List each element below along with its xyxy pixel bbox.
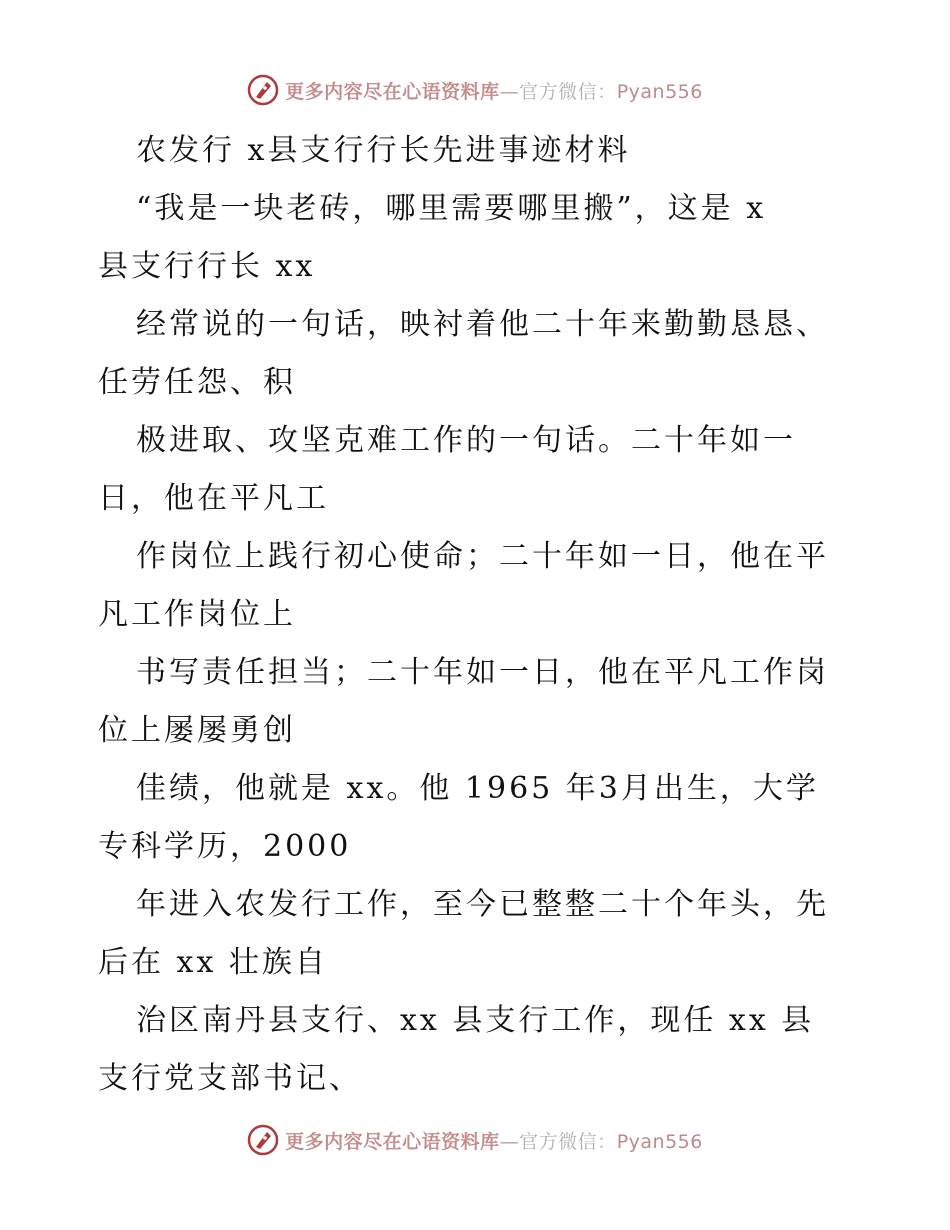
document-body [98,122,858,1108]
paragraph-line: 治区南丹县支行、xx 县支行工作，现任 xx 县 [136,1003,815,1038]
paragraph-line: 经常说的一句话，映衬着他二十年来勤勤恳恳、 [136,307,829,342]
banner-wechat-id: Pyan556 [616,80,703,103]
paragraph-line: 后在 xx 壮族自 [98,945,328,980]
paragraph-line: 支行党支部书记、 [98,1061,362,1096]
banner-wechat-label: 官方微信： [519,1130,617,1153]
banner-brand: 更多内容尽在心语资料库 [285,80,500,103]
banner-text [285,1127,703,1154]
banner-brand: 更多内容尽在心语资料库 [285,1130,500,1153]
banner-separator: — [499,1130,520,1153]
paragraph-line: 日，他在平凡工 [98,481,329,516]
banner-wechat-label: 官方微信： [519,80,617,103]
footer-watermark-banner [0,1120,950,1160]
banner-text [285,77,703,104]
paragraph-line: 任劳任怨、积 [98,365,296,400]
paragraph-line: 书写责任担当；二十年如一日，他在平凡工作岗 [136,655,829,690]
banner-separator: — [499,80,520,103]
paragraph-line: 极进取、攻坚克难工作的一句话。二十年如一 [136,423,796,458]
paragraph-line: 佳绩，他就是 xx。他 1965 年3月出生，大学 [136,771,819,806]
paragraph-line: 专科学历，2000 [98,829,352,864]
header-watermark-banner [0,70,950,110]
banner-wechat-id: Pyan556 [616,1130,703,1153]
paragraph-line: 位上屡屡勇创 [98,713,296,748]
document-title: 农发行 x县支行行长先进事迹材料 [136,133,631,168]
pen-nib-logo-icon [247,74,279,106]
paragraph-line: 年进入农发行工作，至今已整整二十个年头，先 [136,887,829,922]
paragraph-line: “我是一块老砖，哪里需要哪里搬”，这是 x [136,191,767,226]
paragraph-line: 凡工作岗位上 [98,597,296,632]
paragraph-line: 县支行行长 xx [98,249,316,284]
pen-nib-logo-icon [247,1124,279,1156]
paragraph-line: 作岗位上践行初心使命；二十年如一日，他在平 [136,539,829,574]
